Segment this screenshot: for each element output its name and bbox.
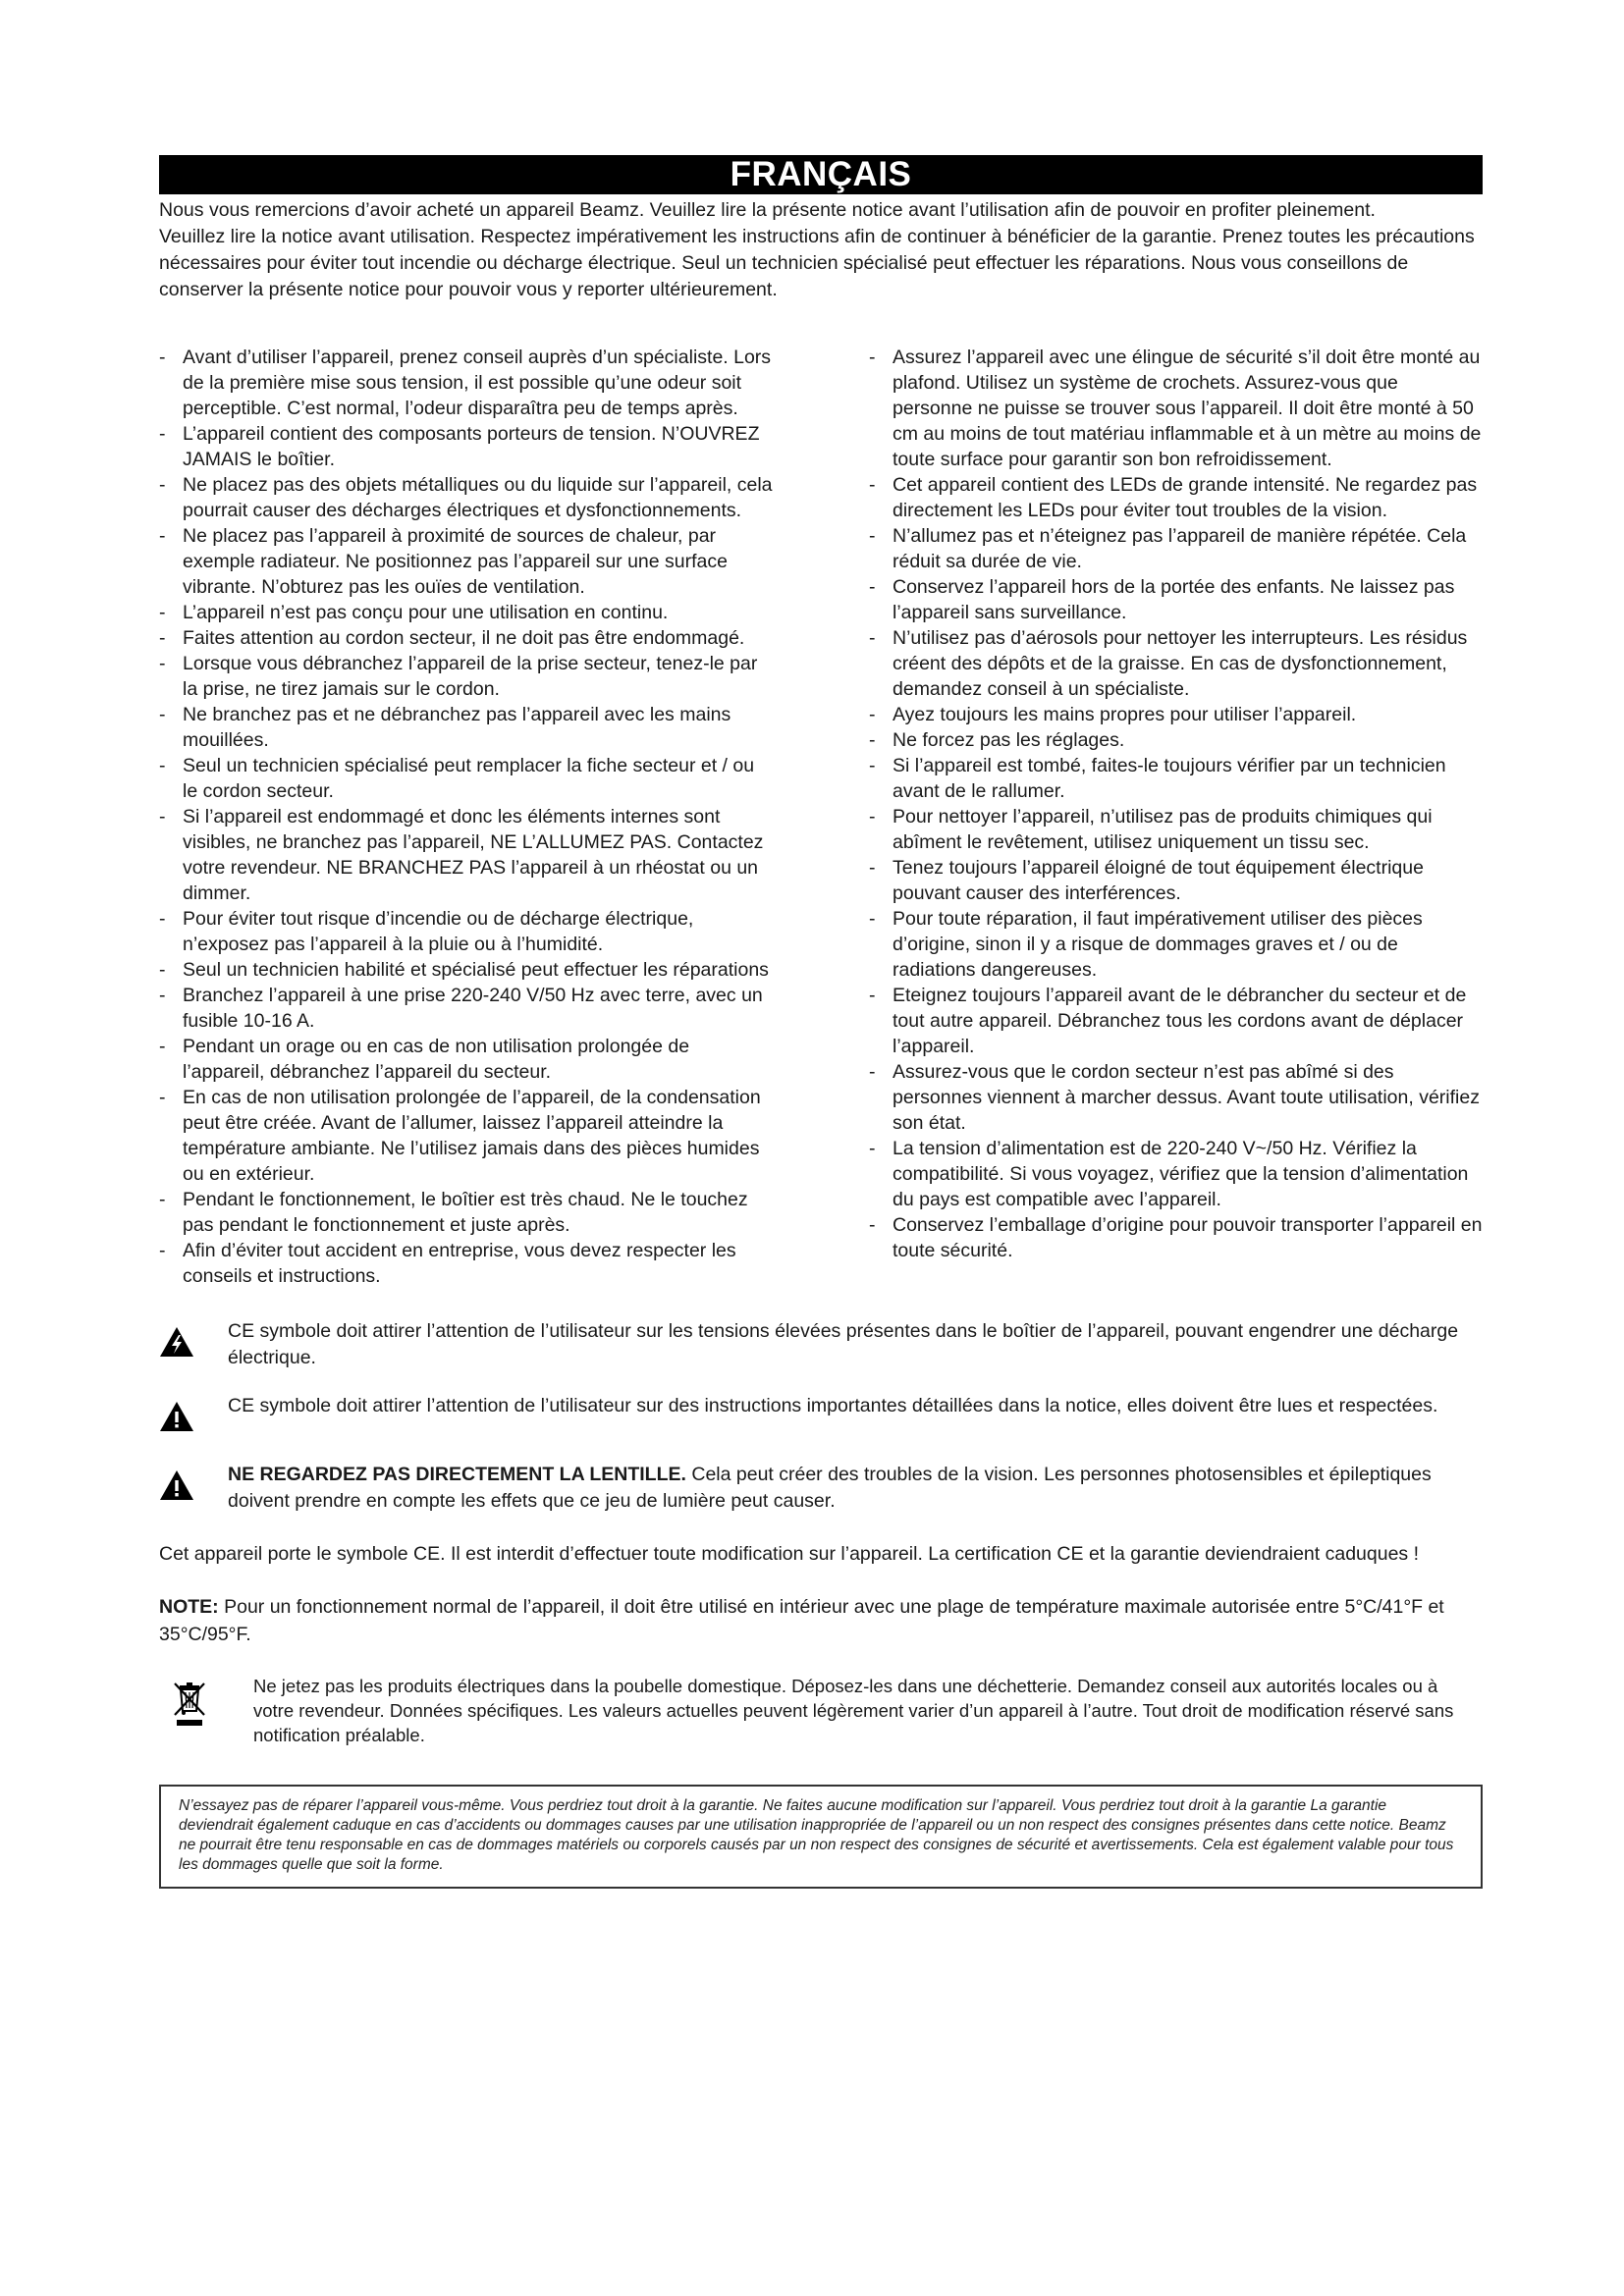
- bullet-dash: -: [159, 704, 166, 725]
- bullet-dash: -: [159, 525, 166, 547]
- bullet-dash: -: [869, 347, 876, 368]
- bullet-dash: -: [869, 755, 876, 776]
- intro-section: [159, 197, 1483, 303]
- bullet-dash: -: [159, 474, 166, 496]
- bullet-dash: -: [159, 755, 166, 776]
- bullet-dash: -: [869, 908, 876, 930]
- voltage-warning: [159, 1318, 1483, 1371]
- list-item: - Avant d’utiliser l’appareil, prenez conseil auprès d’un spécialiste. Lors de la première mise sous tension, il est possible qu’une odeur soit perceptible. C’est normal, l’odeur disparaîtra peu de temps après.: [159, 347, 772, 419]
- bullet-dash: -: [159, 908, 166, 930]
- list-item: - Conservez l’appareil hors de la portée des enfants. Ne laissez pas l’appareil sans surveillance.: [869, 576, 1455, 623]
- bullet-dash: -: [159, 627, 166, 649]
- list-item: - N’allumez pas et n’éteignez pas l’appareil de manière répétée. Cela réduit sa durée de vie.: [869, 525, 1467, 572]
- list-item: - Pour éviter tout risque d’incendie ou de décharge électrique, n’exposez pas l’appareil à la pluie ou à l’humidité.: [159, 908, 694, 955]
- list-item: - Pendant un orage ou en cas de non utilisation prolongée de l’appareil, débranchez l’appareil du secteur.: [159, 1036, 690, 1083]
- bullet-dash: -: [159, 1036, 166, 1057]
- crossed-bin-icon: [159, 1674, 253, 1733]
- list-item: - En cas de non utilisation prolongée de l’appareil, de la condensation peut être créée. Avant de l’allumer, laissez l’appareil atteindre la température ambiante. Ne l’utilisez jamais dans des pièces humides ou en extérieur.: [159, 1087, 761, 1185]
- list-item: - Ayez toujours les mains propres pour utiliser l’appareil.: [869, 704, 1357, 725]
- bullet-dash: -: [159, 347, 166, 368]
- bullet-dash: -: [869, 474, 876, 496]
- ce-note: Cet appareil porte le symbole CE. Il est interdit d’effectuer toute modification sur l’appareil. La certification CE et la garantie deviendraient caduques !: [159, 1543, 1420, 1565]
- right-column: [869, 345, 1483, 1289]
- instructions-warning: [159, 1393, 1483, 1440]
- list-item: - Ne placez pas l’appareil à proximité de sources de chaleur, par exemple radiateur. Ne positionnez pas l’appareil sur une surface vibrante. N’obturez pas les ouïes de ventilation.: [159, 525, 728, 598]
- list-item: - Cet appareil contient des LEDs de grande intensité. Ne regardez pas directement les LEDs pour éviter tout troubles de la vision.: [869, 474, 1478, 521]
- bullet-dash: -: [159, 1240, 166, 1261]
- list-item: - Assurez l’appareil avec une élingue de sécurité s’il doit être monté au plafond. Utilisez un système de crochets. Assurez-vous que personne ne puisse se trouver sous l’appareil. Il doit être monté à 50 cm au moins de tout matériau inflammable et à un mètre au moins de toute surface pour garantir son bon refroidissement.: [869, 347, 1482, 470]
- bullet-dash: -: [159, 985, 166, 1006]
- exclamation-warning-icon: [159, 1393, 228, 1440]
- bullet-dash: -: [159, 653, 166, 674]
- weee-text: Ne jetez pas les produits électriques dans la poubelle domestique. Déposez-les dans une déchetterie. Demandez conseil aux autorités locales ou à votre revendeur. Données spécifiques. Les valeurs actuelles peuvent légèrement varier d’un appareil à l’autre. Tout droit de modification réservé sans notification préalable.: [253, 1676, 1454, 1745]
- bullet-dash: -: [159, 1189, 166, 1210]
- list-item: - L’appareil contient des composants porteurs de tension. N’OUVREZ JAMAIS le boîtier.: [159, 423, 760, 470]
- list-item: - N’utilisez pas d’aérosols pour nettoyer les interrupteurs. Les résidus créent des dépôts et de la graisse. En cas de dysfonctionnement, demandez conseil à un spécialiste.: [869, 627, 1468, 700]
- list-item: - Eteignez toujours l’appareil avant de le débrancher du secteur et de tout autre appareil. Débranchez tous les cordons avant de déplacer l’appareil.: [869, 985, 1467, 1057]
- manual-page: [159, 155, 1483, 1889]
- list-item: - Ne forcez pas les réglages.: [869, 729, 1125, 751]
- bullet-dash: -: [869, 627, 876, 649]
- list-item: - Pour toute réparation, il faut impérativement utiliser des pièces d’origine, sinon il y a risque de dommages graves et / ou de radiations dangereuses.: [869, 908, 1423, 981]
- bullet-dash: -: [869, 576, 876, 598]
- bullet-dash: -: [159, 806, 166, 828]
- note-text: Pour un fonctionnement normal de l’appareil, il doit être utilisé en intérieur avec une plage de température maximale autorisée entre 5°C/41°F et 35°C/95°F.: [159, 1596, 1444, 1645]
- list-item: - L’appareil n’est pas conçu pour une utilisation en continu.: [159, 602, 669, 623]
- bullet-dash: -: [869, 985, 876, 1006]
- intro-paragraph-2: Veuillez lire la notice avant utilisation. Respectez impérativement les instructions afin de continuer à bénéficier de la garantie. Prenez toutes les précautions nécessaires pour éviter tout incendie ou décharge électrique. Seul un technicien spécialisé peut effectuer les réparations. Nous vous conseillons de conserver la présente notice pour pouvoir vous y reporter ultérieurement.: [159, 226, 1475, 300]
- bullet-dash: -: [869, 704, 876, 725]
- list-item: - Seul un technicien spécialisé peut remplacer la fiche secteur et / ou le cordon secteur.: [159, 755, 755, 802]
- list-item: - Assurez-vous que le cordon secteur n’est pas abîmé si des personnes viennent à marcher dessus. Avant toute utilisation, vérifiez son état.: [869, 1061, 1480, 1134]
- bullet-dash: -: [869, 1214, 876, 1236]
- list-item: - Conservez l’emballage d’origine pour pouvoir transporter l’appareil en toute sécurité.: [869, 1214, 1483, 1261]
- lens-warning-text: [228, 1462, 1483, 1515]
- list-item: - Si l’appareil est tombé, faites-le toujours vérifier par un technicien avant de le rallumer.: [869, 755, 1446, 802]
- bullet-dash: -: [159, 959, 166, 981]
- list-item: - Seul un technicien habilité et spécialisé peut effectuer les réparations: [159, 959, 769, 981]
- bullet-dash: -: [869, 806, 876, 828]
- weee-notice: [159, 1674, 1483, 1747]
- lens-warning: [159, 1462, 1483, 1515]
- lens-warning-heading: NE REGARDEZ PAS DIRECTEMENT LA LENTILLE.: [228, 1464, 686, 1485]
- warranty-disclaimer: N’essayez pas de réparer l’appareil vous-même. Vous perdriez tout droit à la garantie. Ne faites aucune modification sur l’appareil. Vous perdriez tout droit à la garantie La garantie deviendrait également caduque en cas d’accidents ou dommages causes par une utilisation inappropriée de l’appareil ou un non respect des consignes présentes dans cette notice. Beamz ne pourrait être tenu responsable en cas de dommages matériels ou corporels causés par un non respect des consignes de sécurité et avertissements. Cela est également valable pour tous les dommages quelle que soit la forme.: [159, 1785, 1483, 1889]
- bullet-dash: -: [869, 1061, 876, 1083]
- note-label: NOTE:: [159, 1596, 219, 1618]
- bullet-dash: -: [869, 525, 876, 547]
- bullet-dash: -: [869, 729, 876, 751]
- bullet-dash: -: [869, 857, 876, 879]
- list-item: - La tension d’alimentation est de 220-240 V~/50 Hz. Vérifiez la compatibilité. Si vous voyagez, vérifiez que la tension d’alimentation du pays est compatible avec l’appareil.: [869, 1138, 1469, 1210]
- bullet-dash: -: [869, 1138, 876, 1159]
- list-item: - Afin d’éviter tout accident en entreprise, vous devez respecter les conseils et instructions.: [159, 1240, 736, 1287]
- list-item: - Pendant le fonctionnement, le boîtier est très chaud. Ne le touchez pas pendant le fonctionnement et juste après.: [159, 1189, 748, 1236]
- bullet-dash: -: [159, 1087, 166, 1108]
- list-item: - Tenez toujours l’appareil éloigné de tout équipement électrique pouvant causer des interférences.: [869, 857, 1424, 904]
- high-voltage-icon: [159, 1318, 228, 1365]
- list-item: - Ne placez pas des objets métalliques ou du liquide sur l’appareil, cela pourrait causer des décharges électriques et dysfonctionnements.: [159, 474, 773, 521]
- intro-paragraph-1: Nous vous remercions d’avoir acheté un appareil Beamz. Veuillez lire la présente notice avant l’utilisation afin de pouvoir en profiter pleinement.: [159, 199, 1376, 221]
- list-item: - Ne branchez pas et ne débranchez pas l’appareil avec les mains mouillées.: [159, 704, 731, 751]
- left-instruction-list: [159, 345, 773, 1289]
- list-item: - Branchez l’appareil à une prise 220-240 V/50 Hz avec terre, avec un fusible 10-16 A.: [159, 985, 763, 1032]
- bullet-dash: -: [159, 423, 166, 445]
- lens-warning-body: Cela peut créer des troubles de la vision. Les personnes photosensibles et épileptiques doivent prendre en compte les effets que ce jeu de lumière peut causer.: [228, 1464, 1432, 1512]
- safety-instructions: [159, 345, 1483, 1289]
- list-item: - Pour nettoyer l’appareil, n’utilisez pas de produits chimiques qui abîment le revêtement, utilisez uniquement un tissu sec.: [869, 806, 1433, 853]
- language-banner: [159, 155, 1483, 194]
- temperature-note: [159, 1593, 1483, 1648]
- instructions-warning-text: CE symbole doit attirer l’attention de l’utilisateur sur des instructions importantes détaillées dans la notice, elles doivent être lues et respectées.: [228, 1395, 1438, 1416]
- bullet-dash: -: [159, 602, 166, 623]
- list-item: - Lorsque vous débranchez l’appareil de la prise secteur, tenez-le par la prise, ne tirez jamais sur le cordon.: [159, 653, 758, 700]
- left-column: [159, 345, 773, 1289]
- voltage-warning-text: CE symbole doit attirer l’attention de l’utilisateur sur les tensions élevées présentes dans le boîtier de l’appareil, pouvant engendrer une décharge électrique.: [228, 1320, 1459, 1368]
- exclamation-warning-icon: [159, 1462, 228, 1509]
- right-instruction-list: [869, 345, 1483, 1263]
- list-item: - Si l’appareil est endommagé et donc les éléments internes sont visibles, ne branchez pas l’appareil, NE L’ALLUMEZ PAS. Contactez votre revendeur. NE BRANCHEZ PAS l’appareil à un rhéostat ou un dimmer.: [159, 806, 764, 904]
- page-title: FRANÇAIS: [730, 155, 912, 193]
- list-item: - Faites attention au cordon secteur, il ne doit pas être endommagé.: [159, 627, 745, 649]
